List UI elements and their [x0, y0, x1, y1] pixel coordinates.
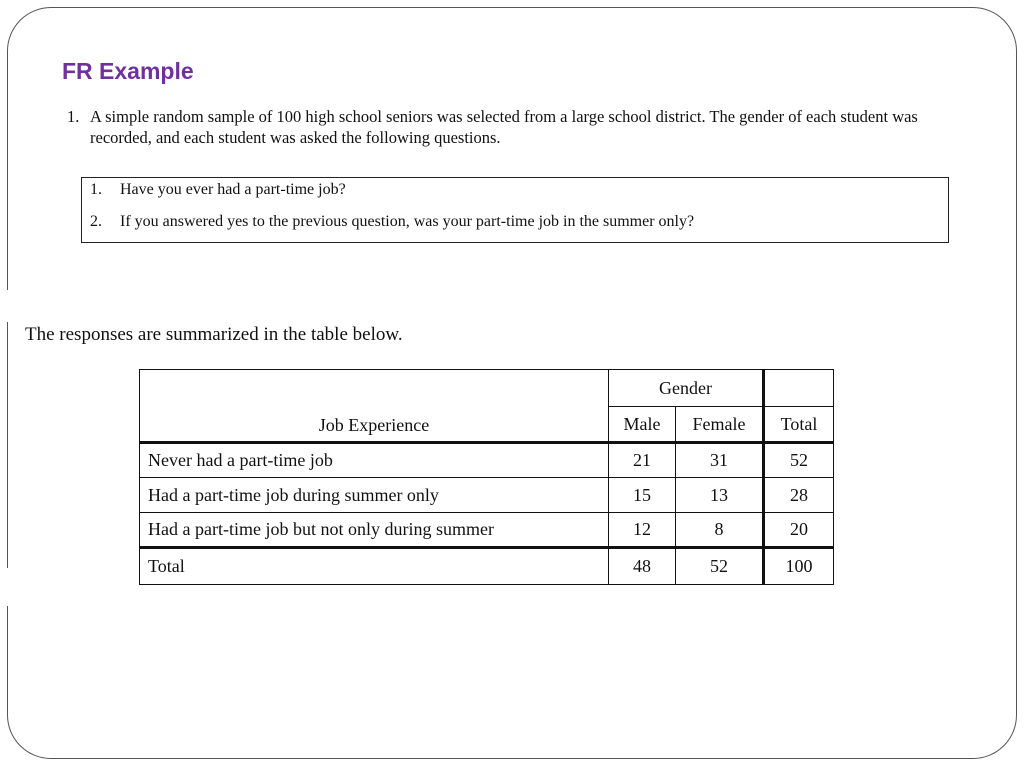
cell-total: 28	[764, 478, 834, 513]
cell-male: 21	[609, 443, 676, 478]
cell-male: 12	[609, 513, 676, 548]
question-box	[81, 177, 949, 243]
blank-header-cell	[764, 370, 834, 407]
job-experience-header-cell	[140, 370, 609, 443]
summary-text: The responses are summarized in the table below.	[25, 324, 403, 345]
frame-gap	[0, 290, 16, 322]
slide-title: FR Example	[62, 58, 194, 84]
table-row	[140, 478, 834, 513]
table-header-row	[140, 370, 834, 407]
problem-statement	[67, 106, 957, 148]
question-text: Have you ever had a part-time job?	[120, 181, 346, 198]
cell-female: 31	[676, 443, 764, 478]
cell-female: 8	[676, 513, 764, 548]
table-row	[140, 513, 834, 548]
column-header-female: Female	[676, 407, 764, 443]
row-label: Never had a part-time job	[140, 443, 609, 478]
question-item	[90, 213, 694, 231]
table-row	[140, 443, 834, 478]
gender-header: Gender	[609, 370, 764, 407]
cell-female: 13	[676, 478, 764, 513]
total-female: 52	[676, 548, 764, 585]
row-label: Had a part-time job during summer only	[140, 478, 609, 513]
question-item	[90, 181, 346, 199]
column-header-male: Male	[609, 407, 676, 443]
column-header-total: Total	[764, 407, 834, 443]
job-experience-header: Job Experience	[318, 415, 430, 435]
total-row-label: Total	[140, 548, 609, 585]
cell-total: 52	[764, 443, 834, 478]
frame-gap	[0, 568, 16, 606]
cell-total: 20	[764, 513, 834, 548]
problem-text: A simple random sample of 100 high school seniors was selected from a large school district. The gender of each student was recorded, and each student was asked the following questions.	[90, 107, 918, 147]
question-number: 2.	[90, 213, 102, 230]
cell-male: 15	[609, 478, 676, 513]
responses-table	[139, 369, 834, 585]
question-number: 1.	[90, 181, 102, 198]
problem-number: 1.	[67, 107, 80, 126]
row-label: Had a part-time job but not only during summer	[140, 513, 609, 548]
table-total-row	[140, 548, 834, 585]
total-all: 100	[764, 548, 834, 585]
question-text: If you answered yes to the previous question, was your part-time job in the summer only?	[120, 213, 695, 230]
total-male: 48	[609, 548, 676, 585]
